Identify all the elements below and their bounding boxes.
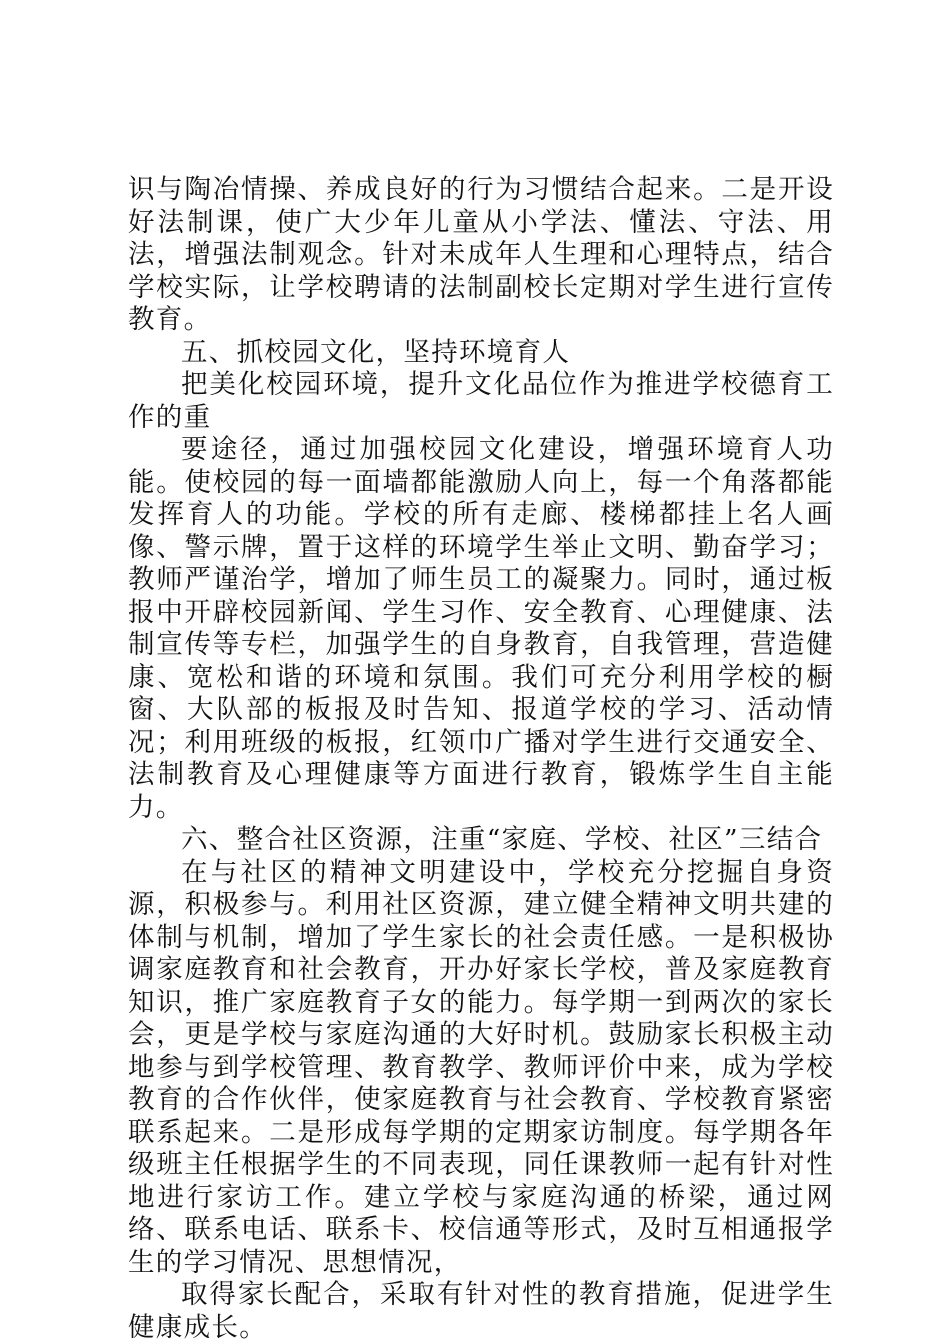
paragraph-campus-culture-intro: 把美化校园环境，提升文化品位作为推进学校德育工作的重: [128, 369, 834, 433]
paragraph-community-resources: 在与社区的精神文明建设中，学校充分挖掘自身资源，积极参与。利用社区资源，建立健全精神文明共建的体制与机制，增加了学生家长的社会责任感。一是积极协调家庭教育和社会教育，开办好家长学校，普及家庭教育知识，推广家庭教育子女的能力。每学期一到两次的家长会，更是学校与家庭沟通的大好时机。鼓励家长积极主动地参与到学校管理、教育教学、教师评价中来，成为学校教育的合作伙伴，使家庭教育与社会教育、学校教育紧密联系起来。二是形成每学期的定期家访制度。每学期各年级班主任根据学生的不同表现，同任课教师一起有针对性地进行家访工作。建立学校与家庭沟通的桥梁，通过网络、联系电话、联系卡、校信通等形式，及时互相通报学生的学习情况、思想情况，: [128, 856, 834, 1278]
paragraph-continuation: 识与陶冶情操、养成良好的行为习惯结合起来。二是开设好法制课，使广大少年儿童从小学法、懂法、守法、用法，增强法制观念。针对未成年人生理和心理特点，结合学校实际，让学校聘请的法制副校长定期对学生进行宣传教育。: [128, 174, 834, 335]
document-body: [128, 174, 834, 1344]
section-heading-six: 六、整合社区资源，注重“家庭、学校、社区”三结合: [181, 824, 823, 855]
paragraph-closing: 取得家长配合，采取有针对性的教育措施，促进学生健康成长。: [128, 1279, 834, 1343]
paragraph-campus-culture: 要途径，通过加强校园文化建设，增强环境育人功能。使校园的每一面墙都能激励人向上，每一个角落都能发挥育人的功能。学校的所有走廊、楼梯都挂上名人画像、警示牌，置于这样的环境学生举止文明、勤奋学习；教师严谨治学，增加了师生员工的凝聚力。同时，通过板报中开辟校园新闻、学生习作、安全教育、心理健康、法制宣传等专栏，加强学生的自身教育，自我管理，营造健康、宽松和谐的环境和氛围。我们可充分利用学校的橱窗、大队部的板报及时告知、报道学校的学习、活动情况；利用班级的板报，红领巾广播对学生进行交通安全、法制教育及心理健康等方面进行教育，锻炼学生自主能力。: [128, 434, 834, 823]
section-heading-five: 五、抓校园文化，坚持环境育人: [181, 336, 571, 368]
